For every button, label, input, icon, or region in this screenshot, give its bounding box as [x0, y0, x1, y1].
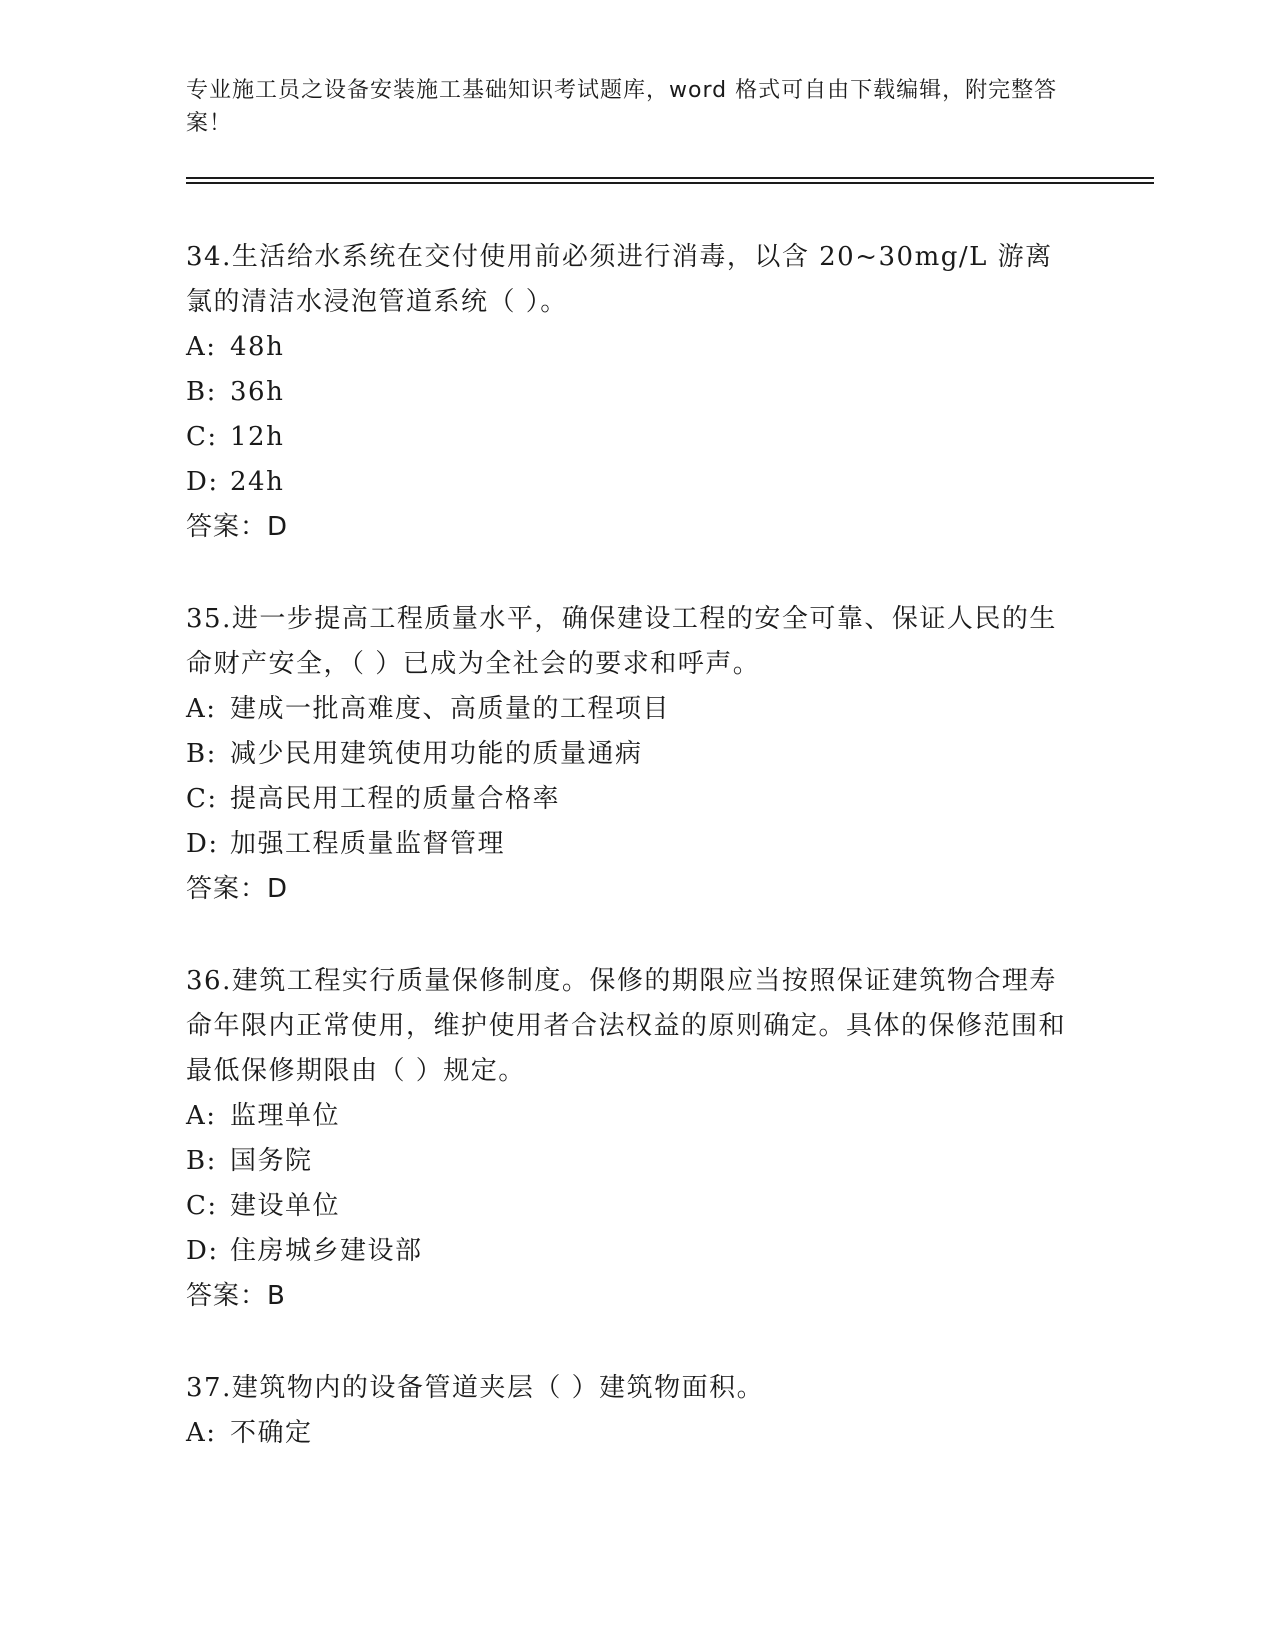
- option-key: D:: [186, 1236, 219, 1266]
- option-text: 减少民用建筑使用功能的质量通病: [230, 739, 643, 769]
- option-a: [186, 325, 1066, 370]
- option-a: [186, 1094, 1066, 1139]
- option-key: A:: [186, 1418, 217, 1448]
- option-text: 提高民用工程的质量合格率: [230, 784, 561, 814]
- option-text: 36h: [230, 377, 285, 407]
- option-text: 24h: [230, 467, 285, 497]
- option-c: [186, 415, 1066, 460]
- question-text: 35.进一步提高工程质量水平，确保建设工程的安全可靠、保证人民的生命财产安全，（ ）已成为全社会的要求和呼声。: [186, 604, 1057, 679]
- option-a: [186, 1411, 1066, 1456]
- question-text: 36.建筑工程实行质量保修制度。保修的期限应当按照保证建筑物合理寿命年限内正常使用，维护使用者合法权益的原则确定。具体的保修范围和最低保修期限由（ ）规定。: [186, 966, 1067, 1086]
- option-a: [186, 687, 1066, 732]
- option-b: [186, 370, 1066, 415]
- answer-line: 答案：B: [186, 1281, 286, 1311]
- option-text: 住房城乡建设部: [230, 1236, 423, 1266]
- option-key: B:: [186, 739, 217, 769]
- option-key: C:: [186, 1191, 218, 1221]
- option-d: [186, 822, 1066, 867]
- answer-line: 答案：D: [186, 512, 289, 542]
- option-text: 48h: [230, 332, 285, 362]
- question-list: [186, 235, 1066, 1503]
- option-key: C:: [186, 784, 218, 814]
- option-key: A:: [186, 332, 217, 362]
- option-key: A:: [186, 1101, 217, 1131]
- question-text: 34.生活给水系统在交付使用前必须进行消毒，以含 20~30mg/L 游离氯的清洁水浸泡管道系统（ ）。: [186, 242, 1053, 317]
- option-key: B:: [186, 377, 217, 407]
- option-key: B:: [186, 1146, 217, 1176]
- option-text: 国务院: [230, 1146, 313, 1176]
- question-text: 37.建筑物内的设备管道夹层（ ）建筑物面积。: [186, 1373, 765, 1403]
- option-d: [186, 460, 1066, 505]
- option-text: 建成一批高难度、高质量的工程项目: [230, 694, 671, 724]
- document-header: 专业施工员之设备安装施工基础知识考试题库，word 格式可自由下载编辑，附完整答案！: [186, 78, 1058, 136]
- option-text: 12h: [230, 422, 285, 452]
- question-34: [186, 235, 1066, 550]
- header-rule-top: [186, 177, 1154, 179]
- option-b: [186, 732, 1066, 777]
- option-key: A:: [186, 694, 217, 724]
- header-rule-bottom: [186, 182, 1154, 184]
- option-d: [186, 1229, 1066, 1274]
- option-b: [186, 1139, 1066, 1184]
- option-text: 不确定: [230, 1418, 313, 1448]
- option-key: C:: [186, 422, 218, 452]
- question-37: [186, 1366, 1066, 1456]
- answer-line: 答案：D: [186, 874, 289, 904]
- question-35: [186, 597, 1066, 912]
- option-c: [186, 1184, 1066, 1229]
- option-text: 监理单位: [230, 1101, 341, 1131]
- option-key: D:: [186, 829, 219, 859]
- option-c: [186, 777, 1066, 822]
- option-key: D:: [186, 467, 219, 497]
- option-text: 加强工程质量监督管理: [230, 829, 506, 859]
- option-text: 建设单位: [230, 1191, 341, 1221]
- question-36: [186, 959, 1066, 1319]
